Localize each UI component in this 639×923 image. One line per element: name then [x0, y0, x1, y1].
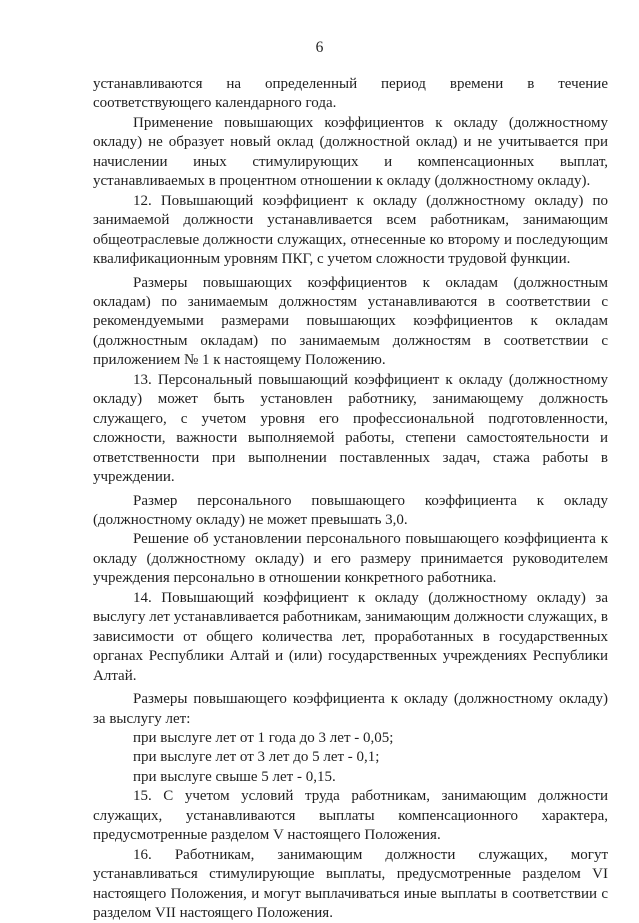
paragraph-clause-14: 14. Повышающий коэффициент к окладу (должностному окладу) за выслугу лет устанавливается работникам, занимающим должности служащих, в зависимости от общего количества лет, проработанных в государственных органах Республики Алтай и (или) государственных учреждениях Республики Алтай. [93, 589, 608, 684]
page-number: 6 [315, 39, 324, 56]
paragraph-personal-limit: Размер персонального повышающего коэффициента к окладу (должностному окладу) не может превышать 3,0. [93, 492, 608, 528]
list-item-seniority-1-3: при выслуге лет от 1 года до 3 лет - 0,05; [133, 729, 394, 746]
paragraph-seniority-sizes: Размеры повышающего коэффициента к окладу (должностному окладу) за выслугу лет: [93, 691, 608, 727]
paragraph-clause-16: 16. Работникам, занимающим должности служащих, могут устанавливаться стимулирующие выплаты, предусмотренные разделом VI настоящего Положения, и могут выплачиваться иные выплаты в соответствии с разделом VII настоящего Положения. [93, 846, 608, 922]
list-item-seniority-over-5: при выслуге свыше 5 лет - 0,15. [133, 768, 336, 785]
paragraph-clause-15: 15. С учетом условий труда работникам, занимающим должности служащих, устанавливаются выплаты компенсационного характера, предусмотренные разделом V настоящего Положения. [93, 788, 608, 844]
paragraph-coefficient-sizes: Размеры повышающих коэффициентов к окладам (должностным окладам) по занимаемым должностям устанавливаются в соответствии с рекомендуемыми размерами повышающих коэффициентов к окладам (должностным окладам) по занимаемым должностям в соответствии с приложением № 1 к настоящему Положению. [93, 274, 608, 369]
document-body [93, 75, 608, 923]
paragraph-personal-decision: Решение об установлении персонального повышающего коэффициента к окладу (должностному окладу) и его размеру принимается руководителем учреждения персонально в отношении конкретного работника. [93, 531, 608, 587]
paragraph-continuation: устанавливаются на определенный период времени в течение соответствующего календарного года. [93, 76, 608, 112]
paragraph-coefficients-note: Применение повышающих коэффициентов к окладу (должностному окладу) не образует новый оклад (должностной оклад) и не учитывается при начислении иных стимулирующих и компенсационных выплат, устанавливаемых в процентном отношении к окладу (должностному окладу). [93, 114, 608, 190]
paragraph-clause-12: 12. Повышающий коэффициент к окладу (должностному окладу) по занимаемой должности устанавливается всем работникам, занимающим общеотраслевые должности служащих, отнесенные ко второму и последующим квалификационным уровням ПКГ, с учетом сложности трудовой функции. [93, 192, 608, 268]
paragraph-clause-13: 13. Персональный повышающий коэффициент к окладу (должностному окладу) может быть установлен работнику, занимающему должность служащего, с учетом уровня его профессиональной подготовленности, сложности, важности выполняемой работы, степени самостоятельности и ответственности при выполнении поставленных задач, стажа работы в учреждении. [93, 371, 608, 486]
list-item-seniority-3-5: при выслуге лет от 3 лет до 5 лет - 0,1; [133, 749, 380, 766]
